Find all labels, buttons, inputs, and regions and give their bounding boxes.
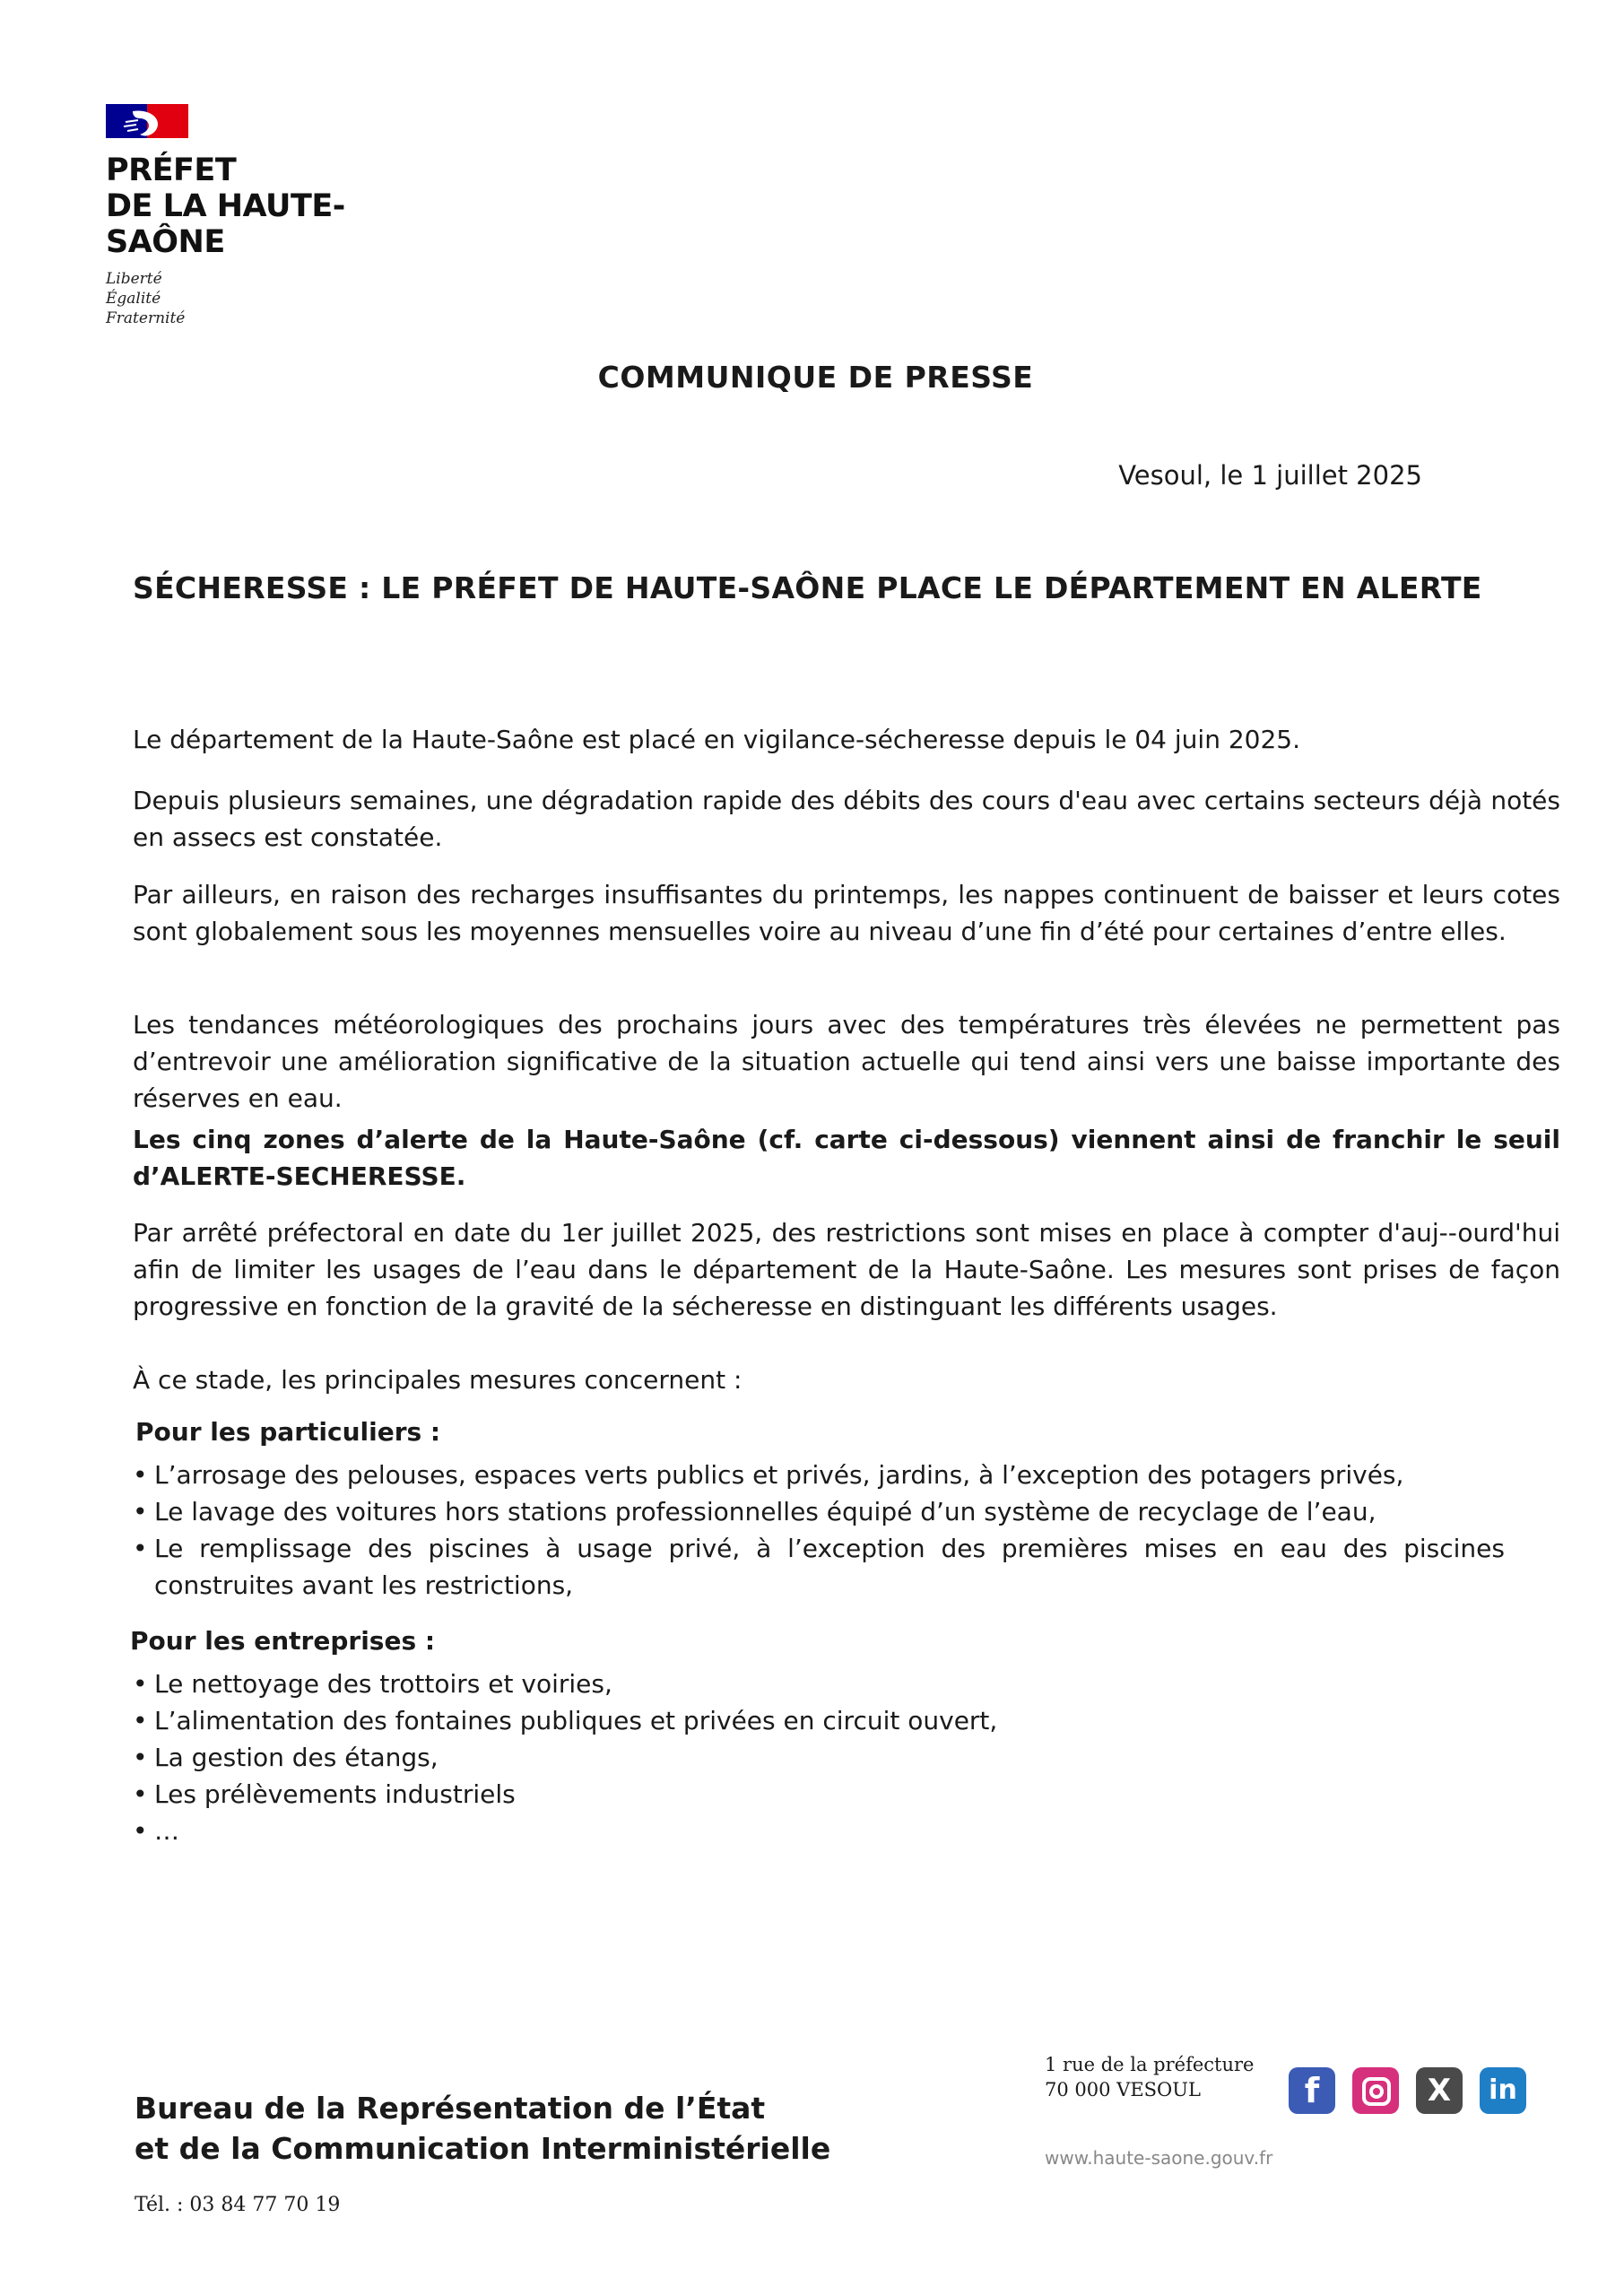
paragraph [133,782,1560,856]
motto-line: Fraternité [106,309,186,327]
paragraph-text: À ce stade, les principales mesures concernent : [133,1365,743,1395]
section-label-companies: Pour les entreprises : [130,1626,436,1656]
motto-line: Liberté [106,270,162,288]
footer-website-link[interactable]: www.haute-saone.gouv.fr [1045,2147,1273,2169]
address-line: 70 000 VESOUL [1045,2079,1201,2100]
individuals-list [133,1457,1505,1604]
press-release-label [0,360,1624,395]
facebook-icon[interactable]: f [1289,2067,1335,2114]
paragraph-text: Par arrêté préfectoral en date du 1er juillet 2025, des restrictions sont mises en place à compter d'auj--ourd'hui afin de limiter les usages de l’eau dans le département de la Haute-Saône. Les mesures sont prises de façon progressive en fonction de la gravité de la sécheresse en distinguant les différents usages. [133,1218,1560,1321]
instagram-icon[interactable] [1352,2067,1399,2114]
list-item: • L’alimentation des fontaines publiques et privées en circuit ouvert, [133,1702,1505,1739]
headline: SÉCHERESSE : LE PRÉFET DE HAUTE-SAÔNE PLACE LE DÉPARTEMENT EN ALERTE [133,570,1482,605]
address-line: 1 rue de la préfecture [1045,2054,1255,2075]
footer-bureau-name [135,2088,830,2169]
list-item: • Le lavage des voitures hors stations professionnelles équipé d’un système de recyclage de l’eau, [133,1493,1505,1530]
logo-title-line: PRÉFET [106,152,237,188]
paragraph-text: Depuis plusieurs semaines, une dégradation rapide des débits des cours d'eau avec certains secteurs déjà notés en assecs est constatée. [133,786,1560,852]
list-item: • La gestion des étangs, [133,1739,1505,1776]
release-date: Vesoul, le 1 juillet 2025 [1118,460,1422,491]
bureau-line: Bureau de la Représentation de l’État [135,2091,766,2126]
paragraph [133,1006,1560,1117]
logo-title [106,152,375,260]
paragraph [133,876,1560,950]
list-item: • L’arrosage des pelouses, espaces verts publics et privés, jardins, à l’exception des potagers privés, [133,1457,1505,1493]
list-item: • Les prélèvements industriels [133,1776,1505,1813]
bureau-line: et de la Communication Interministérielle [135,2131,831,2166]
paragraph-text: Les cinq zones d’alerte de la Haute-Saône (cf. carte ci-dessous) viennent ainsi de franchir le seuil d’ALERTE-SECHERESSE. [133,1125,1560,1191]
linkedin-icon[interactable]: in [1480,2067,1526,2114]
marianne-flag-icon [106,104,188,138]
footer-address [1045,2052,1254,2102]
prefecture-logo [106,104,375,328]
paragraph [133,721,1560,758]
republic-motto [106,269,375,328]
motto-line: Égalité [106,290,161,308]
section-label-individuals: Pour les particuliers : [135,1417,441,1447]
x-twitter-icon[interactable]: X [1416,2067,1463,2114]
paragraph-text: Les tendances météorologiques des prochains jours avec des températures très élevées ne permettent pas d’entrevoir une amélioration significative de la situation actuelle qui tend ainsi vers une baisse importante des réserves en eau. [133,1010,1560,1113]
paragraph-text: Le département de la Haute-Saône est placé en vigilance-sécheresse depuis le 04 juin 2025. [133,725,1300,754]
footer-phone: Tél. : 03 84 77 70 19 [135,2194,341,2216]
paragraph [133,1214,1560,1325]
logo-title-line: DE LA HAUTE- [106,188,345,224]
list-item: • … [133,1813,1505,1849]
companies-list [133,1665,1505,1849]
list-item: • Le remplissage des piscines à usage privé, à l’exception des premières mises en eau des piscines construites avant les restrictions, [133,1530,1505,1604]
logo-title-line: SAÔNE [106,224,225,260]
paragraph [133,1361,1560,1398]
press-release-label-text: COMMUNIQUE DE PRESSE [597,360,1034,395]
list-item: • Le nettoyage des trottoirs et voiries, [133,1665,1505,1702]
alert-paragraph [133,1121,1560,1195]
paragraph-text: Par ailleurs, en raison des recharges insuffisantes du printemps, les nappes continuent de baisser et leurs cotes sont globalement sous les moyennes mensuelles voire au niveau d’une fin d’été pour certaines d’entre elles. [133,880,1560,946]
